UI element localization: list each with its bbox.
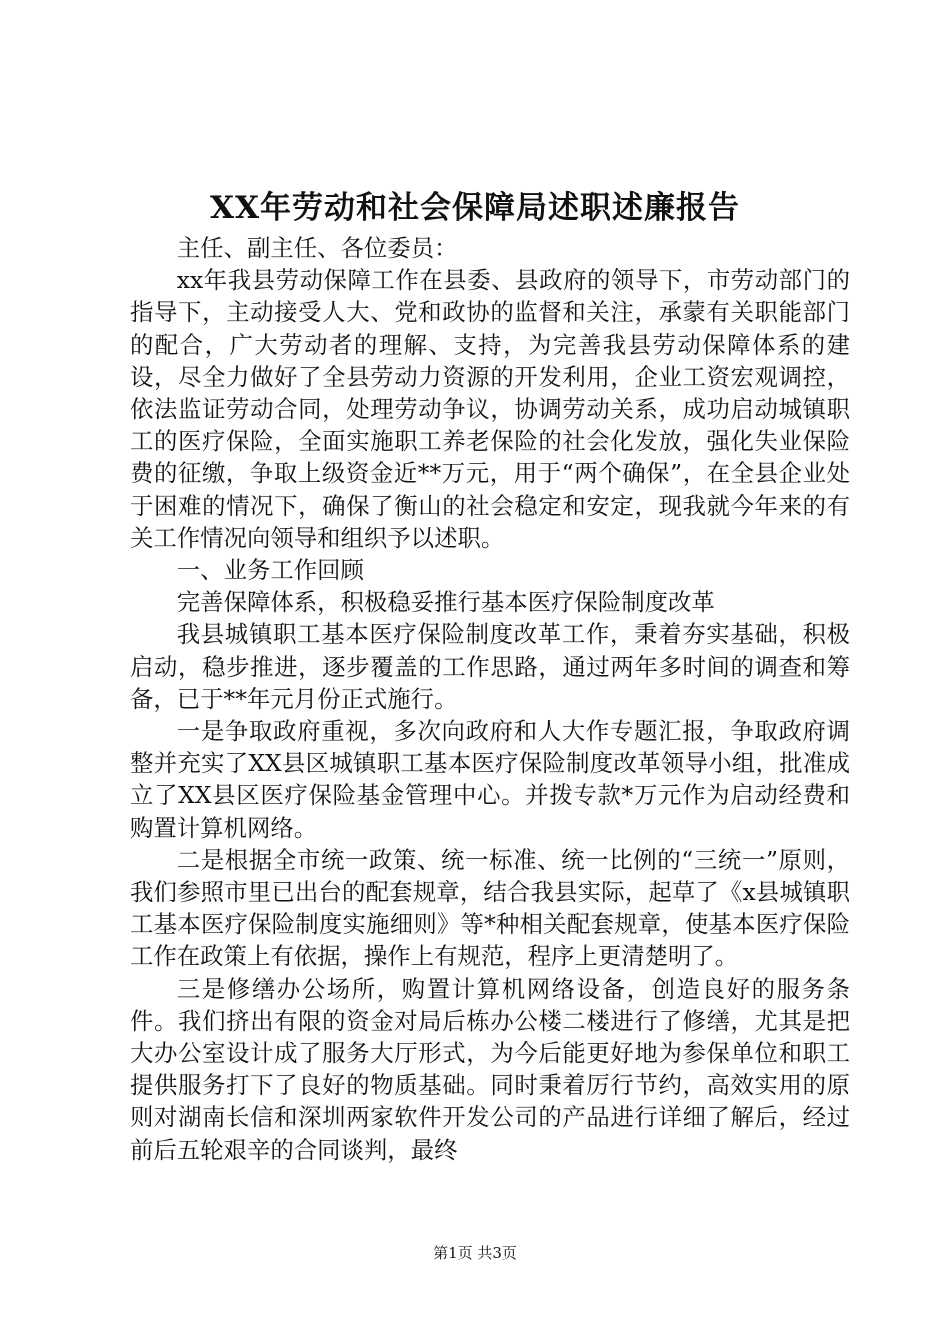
document-body: [130, 232, 850, 1166]
body-paragraph: 我县城镇职工基本医疗保险制度改革工作，秉着夯实基础，积极启动，稳步推进，逐步覆盖的工作思路，通过两年多时间的调查和筹备，已于**年元月份正式施行。: [130, 620, 850, 713]
document-title: XX年劳动和社会保障局述职述廉报告: [209, 190, 741, 226]
intro-paragraph: xx年我县劳动保障工作在县委、县政府的领导下，市劳动部门的指导下，主动接受人大、党和政协的监督和关注，承蒙有关职能部门的配合，广大劳动者的理解、支持，为完善我县劳动保障体系的建设，尽全力做好了全县劳动力资源的开发利用，企业工资宏观调控，依法监证劳动合同，处理劳动争议，协调劳动关系，成功启动城镇职工的医疗保险，全面实施职工养老保险的社会化发放，强化失业保险费的征缴，争取上级资金近**万元，用于“两个确保”，在全县企业处于困难的情况下，确保了衡山的社会稳定和安定，现我就今年来的有关工作情况向领导和组织予以述职。: [130, 266, 850, 552]
body-paragraph: 二是根据全市统一政策、统一标准、统一比例的“三统一”原则，我们参照市里已出台的配套规章，结合我县实际，起草了《x县城镇职工基本医疗保险制度实施细则》等*种相关配套规章，使基本医疗保险工作在政策上有依据，操作上有规范，程序上更清楚明了。: [130, 845, 850, 971]
body-paragraph: 三是修缮办公场所，购置计算机网络设备，创造良好的服务条件。我们挤出有限的资金对局后栋办公楼二楼进行了修缮，尤其是把大办公室设计成了服务大厅形式，为今后能更好地为参保单位和职工提供服务打下了良好的物质基础。同时秉着厉行节约，高效实用的原则对湖南长信和深圳两家软件开发公司的产品进行详细了解后，经过前后五轮艰辛的合同谈判，最终: [130, 974, 850, 1164]
salutation-paragraph: 主任、副主任、各位委员：: [176, 234, 458, 262]
body-paragraph: 一是争取政府重视，多次向政府和人大作专题汇报，争取政府调整并充实了XX县区城镇职工基本医疗保险制度改革领导小组，批准成立了XX县区医疗保险基金管理中心。并拨专款*万元作为启动经费和购置计算机网络。: [130, 717, 850, 842]
section-heading: 一、业务工作回顾: [176, 556, 364, 585]
page-number-footer: 第1页 共3页: [433, 1244, 517, 1262]
subsection-heading: 完善保障体系，积极稳妥推行基本医疗保险制度改革: [176, 588, 715, 617]
